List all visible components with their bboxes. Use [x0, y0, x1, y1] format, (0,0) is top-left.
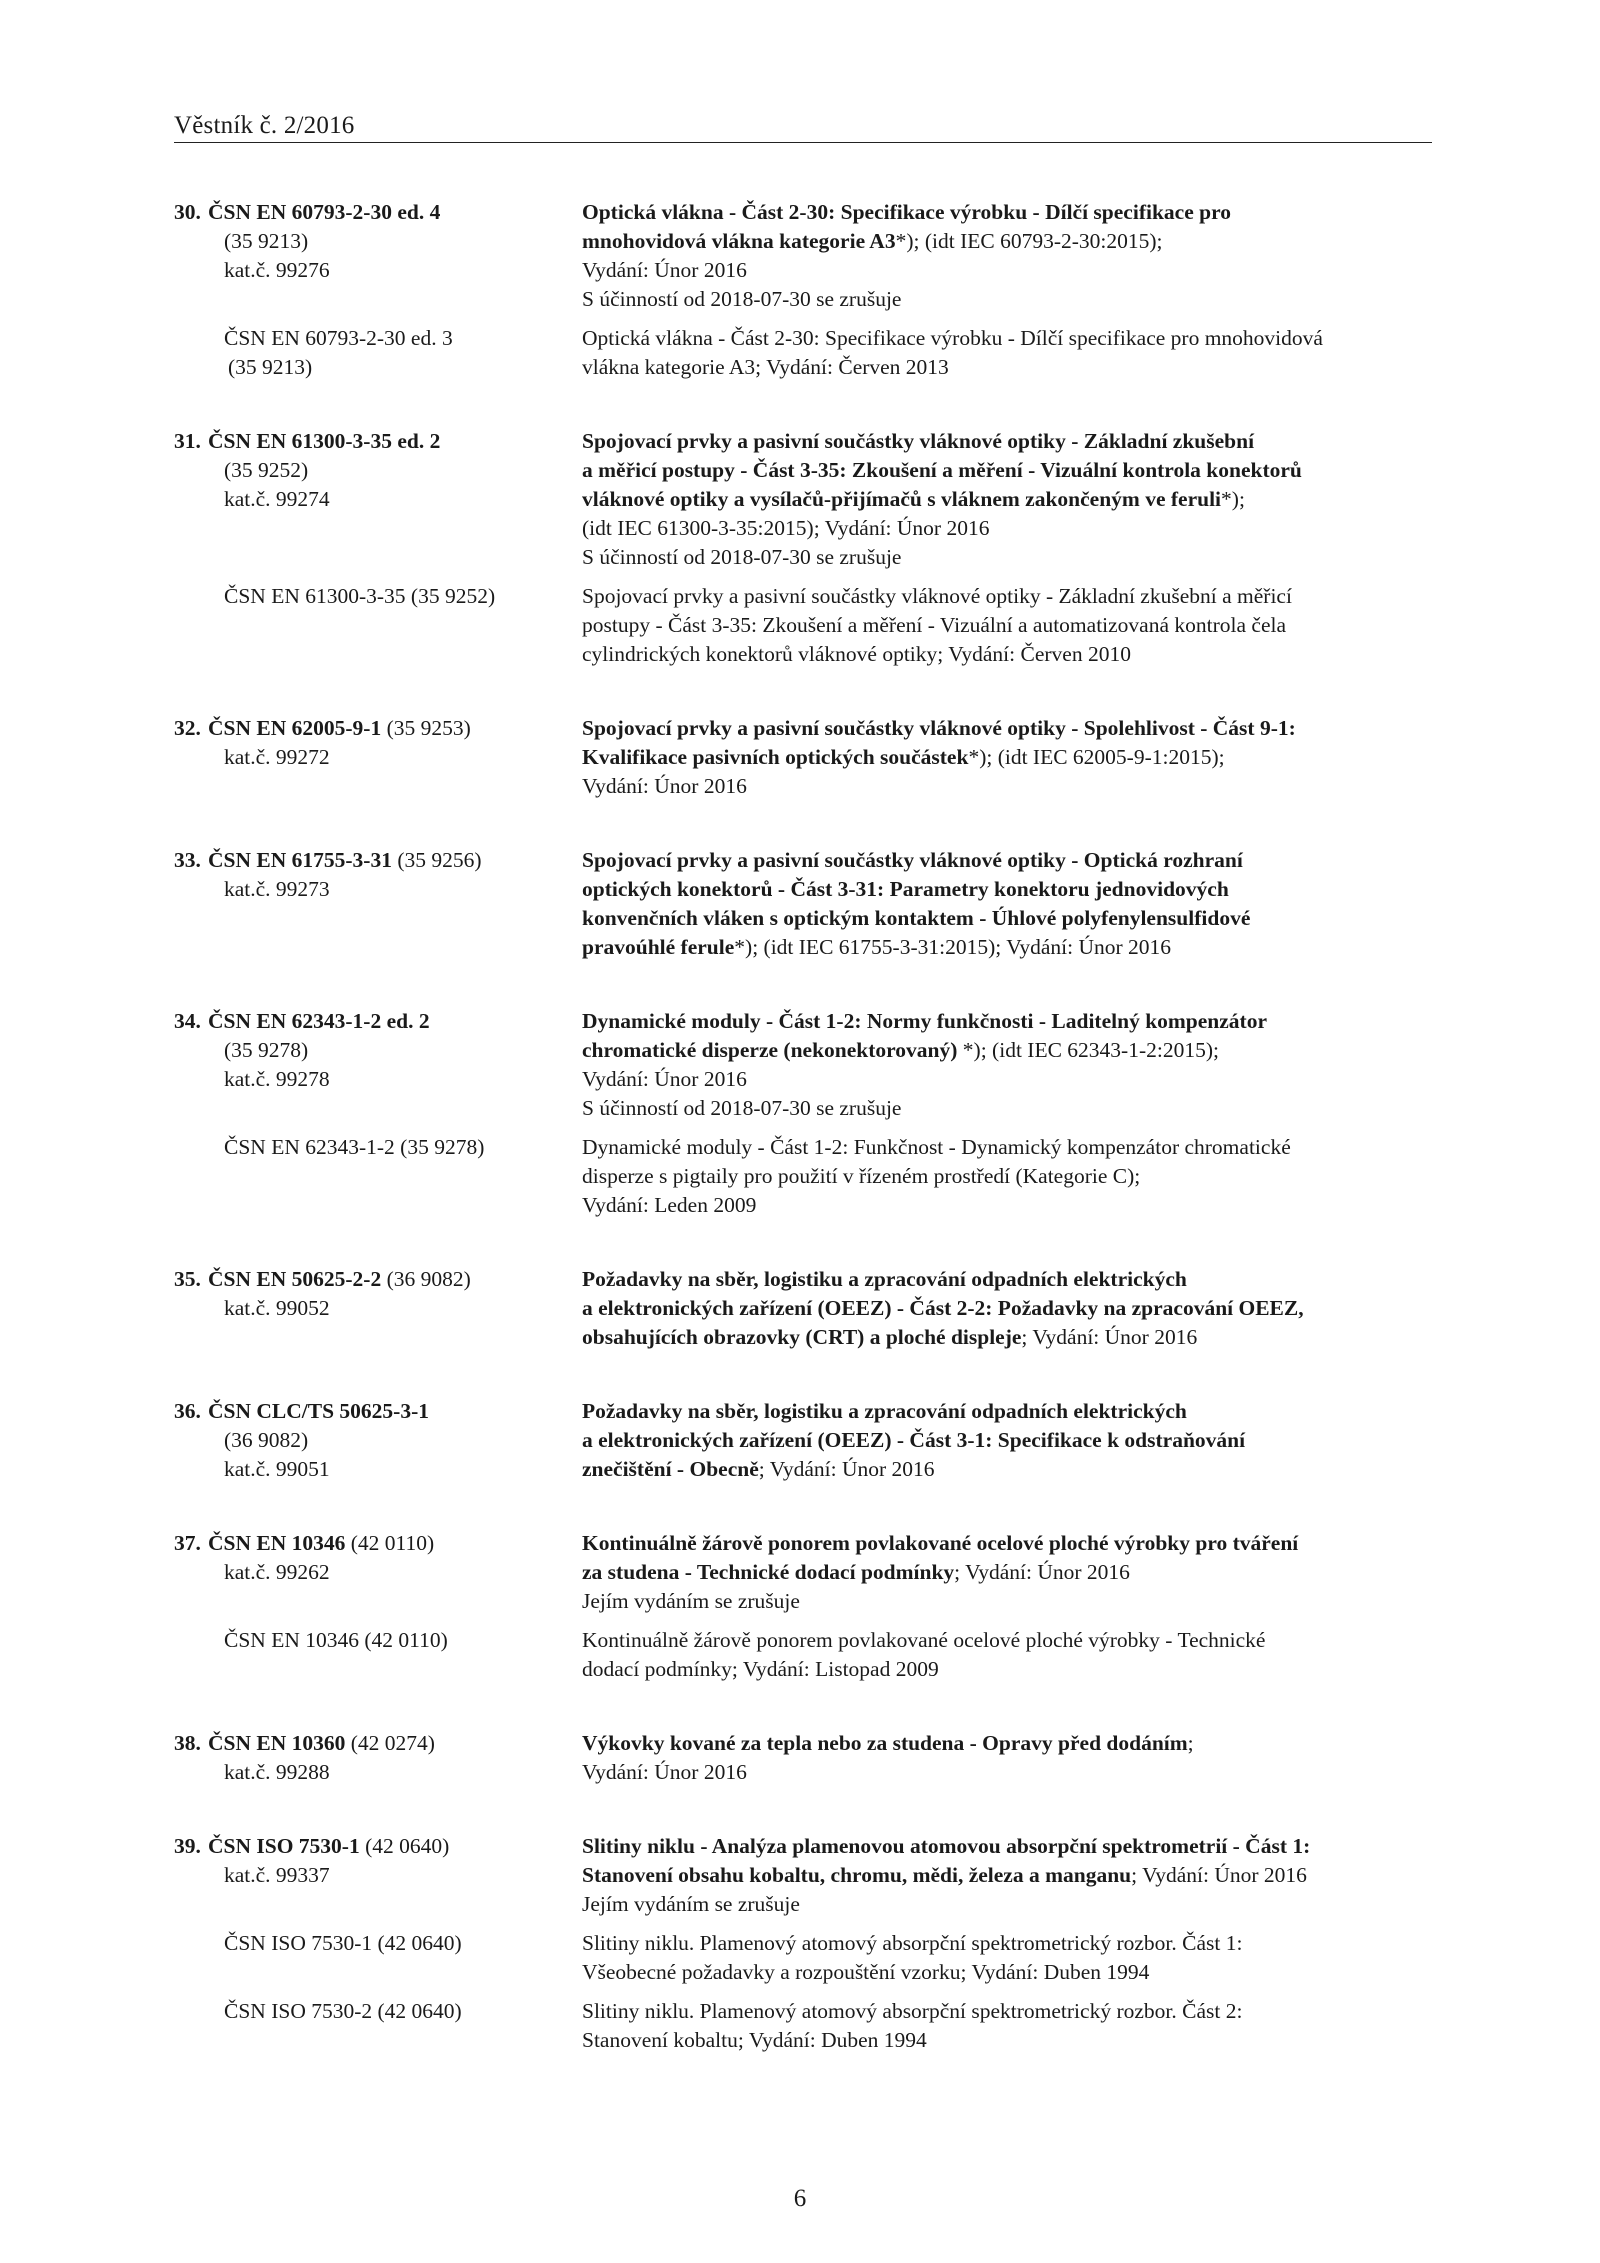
replaced-description — [582, 1133, 1434, 1220]
replaced-standard-row — [174, 582, 1434, 669]
title-suffix: *); (idt IEC 61755-3-31:2015); Vydání: Únor 2016 — [734, 935, 1172, 959]
entry-main-row — [174, 846, 1434, 962]
entry-meta-line: kat.č. 99262 — [224, 1560, 330, 1584]
title-line — [582, 1426, 1434, 1455]
entry-code-line — [174, 1832, 582, 1861]
replaced-text-line: Optická vlákna - Část 2-30: Specifikace výrobku - Dílčí specifikace pro mnohovidová — [582, 326, 1323, 350]
replaced-code-line: (35 9213) — [228, 355, 313, 379]
replaced-code-line: ČSN ISO 7530-2 (42 0640) — [224, 1999, 462, 2023]
title-suffix: *); (idt IEC 62005-9-1:2015); — [968, 745, 1225, 769]
entry-number: 36. — [174, 1399, 201, 1423]
entry-identifiers — [174, 198, 582, 285]
title-suffix: ; Vydání: Únor 2016 — [954, 1560, 1130, 1584]
entry-note-line: (idt IEC 61300-3-35:2015); Vydání: Únor 2016 — [582, 516, 990, 540]
replaced-standard-row — [174, 1997, 1434, 2055]
entry-note-line: Jejím vydáním se zrušuje — [582, 1892, 800, 1916]
replaced-identifiers — [174, 1929, 582, 1958]
replaced-text-line: Stanovení kobaltu; Vydání: Duben 1994 — [582, 2028, 927, 2052]
standard-title: Spojovací prvky a pasivní součástky vláknové optiky - Optická rozhraní — [582, 848, 1243, 872]
standard-title: mnohovidová vlákna kategorie A3 — [582, 229, 896, 253]
entry-description — [582, 1007, 1434, 1123]
title-line — [582, 485, 1434, 514]
entry-main-row — [174, 198, 1434, 314]
replaced-text-line: Slitiny niklu. Plamenový atomový absorpční spektrometrický rozbor. Část 2: — [582, 1999, 1243, 2023]
entry-note-line: Vydání: Únor 2016 — [582, 774, 747, 798]
entry-identifiers — [174, 1007, 582, 1094]
entry-number: 38. — [174, 1731, 201, 1755]
entry-note-line: Vydání: Únor 2016 — [582, 1760, 747, 1784]
entry-identifiers — [174, 427, 582, 514]
title-line — [582, 227, 1434, 256]
entry-meta-line: kat.č. 99288 — [224, 1760, 330, 1784]
entry-meta-line: kat.č. 99052 — [224, 1296, 330, 1320]
entry-code-line — [174, 1007, 582, 1036]
entry-identifiers — [174, 1529, 582, 1587]
entry-code-line — [174, 1729, 582, 1758]
title-line — [582, 904, 1434, 933]
entry-number: 31. — [174, 429, 201, 453]
entry-main-row — [174, 1832, 1434, 1919]
title-line — [582, 1861, 1434, 1890]
replaced-text-line: cylindrických konektorů vláknové optiky; Vydání: Červen 2010 — [582, 642, 1131, 666]
title-line — [582, 1529, 1434, 1558]
standard-title: Požadavky na sběr, logistiku a zpracování odpadních elektrických — [582, 1267, 1187, 1291]
entry-note-line: Vydání: Únor 2016 — [582, 258, 747, 282]
title-line — [582, 714, 1434, 743]
entry-main-row — [174, 1265, 1434, 1352]
entry-main-row — [174, 1729, 1434, 1787]
entry-identifiers — [174, 1397, 582, 1484]
entry-main-row — [174, 1007, 1434, 1123]
title-line — [582, 198, 1434, 227]
entry-main-row — [174, 714, 1434, 801]
replaced-text-line: Dynamické moduly - Část 1-2: Funkčnost - Dynamický kompenzátor chromatické — [582, 1135, 1291, 1159]
title-line — [582, 1729, 1434, 1758]
standard-title: optických konektorů - Část 3-31: Parametry konektoru jednovidových — [582, 877, 1229, 901]
replaced-text-line: disperze s pigtaily pro použití v řízeném prostředí (Kategorie C); — [582, 1164, 1141, 1188]
standard-entry — [174, 1529, 1434, 1684]
standard-code: ČSN EN 61300-3-35 ed. 2 — [208, 429, 441, 453]
replaced-text-line: Slitiny niklu. Plamenový atomový absorpční spektrometrický rozbor. Část 1: — [582, 1931, 1243, 1955]
title-suffix: *); (idt IEC 62343-1-2:2015); — [957, 1038, 1219, 1062]
entry-number: 33. — [174, 848, 201, 872]
standard-title: a měřicí postupy - Část 3-35: Zkoušení a měření - Vizuální kontrola konektorů — [582, 458, 1302, 482]
entry-note-line: Jejím vydáním se zrušuje — [582, 1589, 800, 1613]
entry-meta-line: kat.č. 99278 — [224, 1067, 330, 1091]
entry-meta-line: (35 9278) — [224, 1038, 309, 1062]
standard-classification: (42 0110) — [345, 1531, 435, 1555]
title-suffix: *); (idt IEC 60793-2-30:2015); — [895, 229, 1163, 253]
standard-title: pravoúhlé ferule — [582, 935, 735, 959]
title-suffix: ; — [1187, 1731, 1194, 1755]
entry-description — [582, 714, 1434, 801]
replaced-identifiers — [174, 1626, 582, 1655]
replaced-code-line: ČSN EN 62343-1-2 (35 9278) — [224, 1135, 485, 1159]
standard-title: Slitiny niklu - Analýza plamenovou atomovou absorpční spektrometrií - Část 1: — [582, 1834, 1311, 1858]
entry-meta-line: kat.č. 99051 — [224, 1457, 330, 1481]
standard-entry — [174, 846, 1434, 962]
standard-title: chromatické disperze (nekonektorovaný) — [582, 1038, 958, 1062]
replaced-text-line: Spojovací prvky a pasivní součástky vláknové optiky - Základní zkušební a měřicí — [582, 584, 1292, 608]
replaced-code-line: ČSN EN 10346 (42 0110) — [224, 1628, 448, 1652]
standard-title: a elektronických zařízení (OEEZ) - Část 3-1: Specifikace k odstraňování — [582, 1428, 1246, 1452]
entry-meta-line: kat.č. 99274 — [224, 487, 330, 511]
replaced-text-line: Kontinuálně žárově ponorem povlakované ocelové ploché výrobky - Technické — [582, 1628, 1266, 1652]
standard-code: ČSN CLC/TS 50625-3-1 — [208, 1399, 429, 1423]
replaced-standard-row — [174, 1929, 1434, 1987]
replaced-code-line: ČSN EN 60793-2-30 ed. 3 — [224, 326, 453, 350]
entry-code-line — [174, 846, 582, 875]
standard-title: Spojovací prvky a pasivní součástky vláknové optiky - Základní zkušební — [582, 429, 1255, 453]
standard-title: za studena - Technické dodací podmínky — [582, 1560, 955, 1584]
standard-code: ČSN EN 61755-3-31 — [208, 848, 392, 872]
standard-title: Kontinuálně žárově ponorem povlakované ocelové ploché výrobky pro tváření — [582, 1531, 1299, 1555]
title-line — [582, 1294, 1434, 1323]
standard-title: Dynamické moduly - Část 1-2: Normy funkčnosti - Laditelný kompenzátor — [582, 1009, 1268, 1033]
page-header — [174, 112, 1432, 143]
replaced-standard-row — [174, 1133, 1434, 1220]
title-suffix: ; Vydání: Únor 2016 — [758, 1457, 935, 1481]
entry-description — [582, 427, 1434, 572]
replaced-identifiers — [174, 1133, 582, 1162]
entry-note-line: S účinností od 2018-07-30 se zrušuje — [582, 545, 902, 569]
replaced-standard-row — [174, 1626, 1434, 1684]
replaced-standard-row — [174, 324, 1434, 382]
replaced-description — [582, 324, 1434, 382]
standard-title: Optická vlákna - Část 2-30: Specifikace výrobku - Dílčí specifikace pro — [582, 200, 1231, 224]
standard-code: ČSN EN 50625-2-2 — [208, 1267, 382, 1291]
entry-description — [582, 1832, 1434, 1919]
standard-entry — [174, 198, 1434, 382]
standard-title: Stanovení obsahu kobaltu, chromu, mědi, železa a manganu — [582, 1863, 1132, 1887]
entry-note-line: S účinností od 2018-07-30 se zrušuje — [582, 1096, 902, 1120]
entry-code-line — [174, 1397, 582, 1426]
title-line — [582, 933, 1434, 962]
page-number: 6 — [793, 2185, 807, 2212]
title-line — [582, 1007, 1434, 1036]
replaced-code-line: ČSN EN 61300-3-35 (35 9252) — [224, 584, 496, 608]
entry-number: 37. — [174, 1531, 201, 1555]
entry-meta-line: (35 9213) — [224, 229, 309, 253]
standard-title: Kvalifikace pasivních optických součástek — [582, 745, 969, 769]
standard-title: obsahujících obrazovky (CRT) a ploché displeje — [582, 1325, 1022, 1349]
entry-main-row — [174, 1529, 1434, 1616]
standard-entry — [174, 714, 1434, 801]
title-line — [582, 1323, 1434, 1352]
standard-title: vláknové optiky a vysílačů-přijímačů s vláknem zakončeným ve feruli — [582, 487, 1222, 511]
title-line — [582, 846, 1434, 875]
title-line — [582, 875, 1434, 904]
entry-note-line: Vydání: Únor 2016 — [582, 1067, 747, 1091]
standard-title: Výkovky kované za tepla nebo za studena - Opravy před dodáním — [582, 1731, 1188, 1755]
entry-meta-line: kat.č. 99337 — [224, 1863, 330, 1887]
entry-identifiers — [174, 1832, 582, 1890]
title-line — [582, 1397, 1434, 1426]
standard-entry — [174, 1832, 1434, 2055]
entry-code-line — [174, 1529, 582, 1558]
replaced-description — [582, 1929, 1434, 1987]
replaced-description — [582, 582, 1434, 669]
standard-classification: (42 0640) — [359, 1834, 450, 1858]
journal-title: Věstník č. 2/2016 — [174, 112, 355, 139]
title-suffix: ; Vydání: Únor 2016 — [1131, 1863, 1307, 1887]
standard-entry — [174, 1007, 1434, 1220]
standard-code: ČSN ISO 7530-1 — [208, 1834, 360, 1858]
title-line — [582, 743, 1434, 772]
entry-identifiers — [174, 846, 582, 904]
title-line — [582, 427, 1434, 456]
replaced-text-line: Vydání: Leden 2009 — [582, 1193, 757, 1217]
standard-title: konvenčních vláken s optickým kontaktem - Úhlové polyfenylensulfidové — [582, 906, 1251, 930]
entry-description — [582, 1265, 1434, 1352]
entry-meta-line: kat.č. 99273 — [224, 877, 330, 901]
replaced-identifiers — [174, 582, 582, 611]
replaced-text-line: Všeobecné požadavky a rozpouštění vzorku; Vydání: Duben 1994 — [582, 1960, 1150, 1984]
entry-number: 39. — [174, 1834, 201, 1858]
replaced-text-line: dodací podmínky; Vydání: Listopad 2009 — [582, 1657, 939, 1681]
standard-code: ČSN EN 62005-9-1 — [208, 716, 382, 740]
entry-main-row — [174, 427, 1434, 572]
standard-entry — [174, 427, 1434, 669]
standard-classification: (42 0274) — [345, 1731, 435, 1755]
standard-entry — [174, 1729, 1434, 1787]
entry-identifiers — [174, 1729, 582, 1787]
entry-code-line — [174, 427, 582, 456]
title-line — [582, 1832, 1434, 1861]
entry-identifiers — [174, 714, 582, 772]
entry-number: 34. — [174, 1009, 201, 1033]
title-line — [582, 1558, 1434, 1587]
replaced-identifiers — [174, 324, 582, 382]
title-suffix: *); — [1221, 487, 1245, 511]
entry-code-line — [174, 714, 582, 743]
entry-meta-line: kat.č. 99272 — [224, 745, 330, 769]
entry-description — [582, 198, 1434, 314]
standard-code: ČSN EN 62343-1-2 ed. 2 — [208, 1009, 430, 1033]
entry-note-line: S účinností od 2018-07-30 se zrušuje — [582, 287, 902, 311]
replaced-identifiers — [174, 1997, 582, 2026]
entry-description — [582, 1397, 1434, 1484]
entry-identifiers — [174, 1265, 582, 1323]
entry-number: 32. — [174, 716, 201, 740]
title-suffix: ; Vydání: Únor 2016 — [1021, 1325, 1198, 1349]
entry-description — [582, 1529, 1434, 1616]
standard-title: a elektronických zařízení (OEEZ) - Část 2-2: Požadavky na zpracování OEEZ, — [582, 1296, 1304, 1320]
replaced-code-line: ČSN ISO 7530-1 (42 0640) — [224, 1931, 462, 1955]
entry-description — [582, 846, 1434, 962]
standard-classification: (36 9082) — [381, 1267, 471, 1291]
standard-entry — [174, 1397, 1434, 1484]
title-line — [582, 456, 1434, 485]
replaced-description — [582, 1626, 1434, 1684]
standard-code: ČSN EN 10346 — [208, 1531, 346, 1555]
standard-title: Požadavky na sběr, logistiku a zpracování odpadních elektrických — [582, 1399, 1187, 1423]
entry-code-line — [174, 1265, 582, 1294]
title-line — [582, 1455, 1434, 1484]
standard-classification: (35 9256) — [391, 848, 482, 872]
standard-code: ČSN EN 60793-2-30 ed. 4 — [208, 200, 441, 224]
entry-meta-line: kat.č. 99276 — [224, 258, 330, 282]
entry-meta-line: (36 9082) — [224, 1428, 309, 1452]
entry-main-row — [174, 1397, 1434, 1484]
standard-title: znečištění - Obecně — [582, 1457, 759, 1481]
replaced-text-line: postupy - Část 3-35: Zkoušení a měření - Vizuální a automatizovaná kontrola čela — [582, 613, 1287, 637]
entry-meta-line: (35 9252) — [224, 458, 309, 482]
entry-code-line — [174, 198, 582, 227]
title-line — [582, 1265, 1434, 1294]
entry-number: 30. — [174, 200, 201, 224]
standard-entry — [174, 1265, 1434, 1352]
entry-number: 35. — [174, 1267, 201, 1291]
standards-list — [174, 198, 1434, 2100]
replaced-text-line: vlákna kategorie A3; Vydání: Červen 2013 — [582, 355, 949, 379]
standard-classification: (35 9253) — [381, 716, 471, 740]
replaced-description — [582, 1997, 1434, 2055]
title-line — [582, 1036, 1434, 1065]
standard-code: ČSN EN 10360 — [208, 1731, 346, 1755]
standard-title: Spojovací prvky a pasivní součástky vláknové optiky - Spolehlivost - Část 9-1: — [582, 716, 1296, 740]
entry-description — [582, 1729, 1434, 1787]
